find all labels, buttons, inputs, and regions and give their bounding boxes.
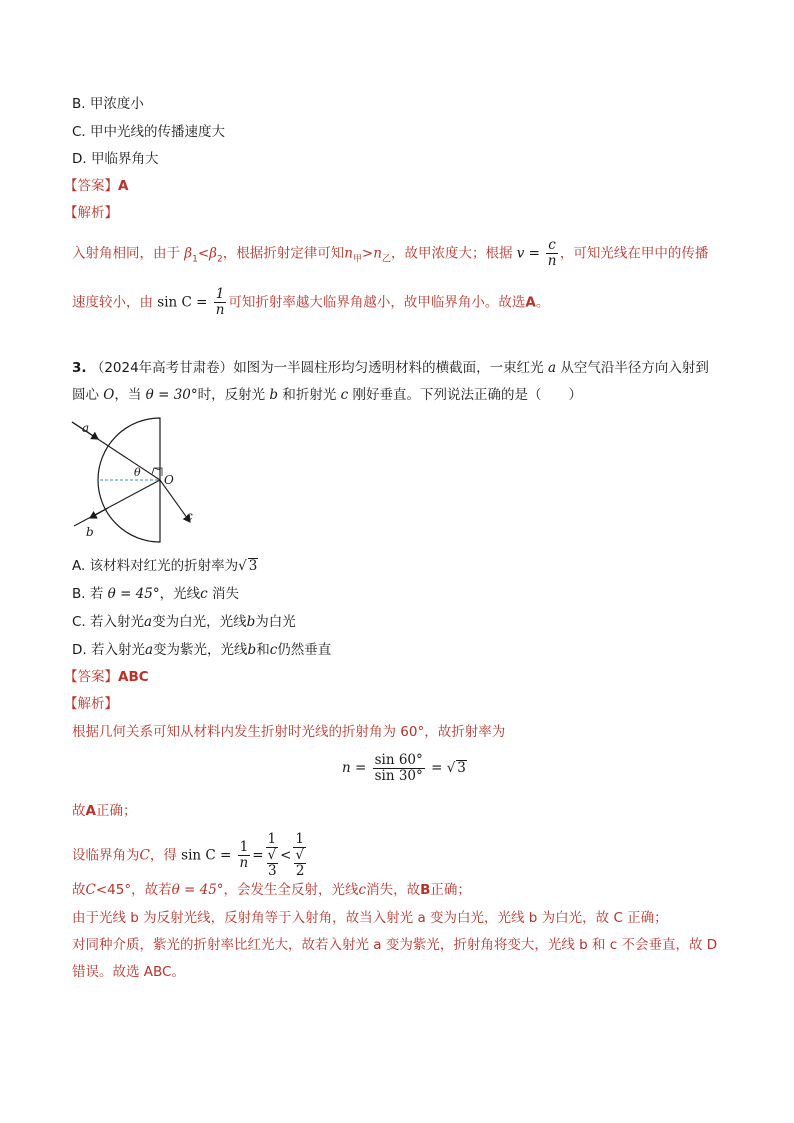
q2-option-b: B. 甲浓度小: [72, 96, 144, 112]
ray-b: [74, 480, 160, 526]
q2-option-c: C. 甲中光线的传播速度大: [72, 124, 226, 140]
q3-option-a: A. 该材料对红光的折射率为√ 3: [72, 558, 258, 574]
label-a: a: [82, 421, 90, 435]
q3-sol-line3: 设临界角为C，得 sin C = $\frac{1}{n}$ = 1 √ 3 < 1 √ 2: [72, 831, 305, 879]
q3-analysis-label: 【解析】: [64, 696, 118, 712]
q2-answer: [64, 177, 128, 195]
q3-eq1: n = $\frac{\sin 60^\circ}{\sin 30^\circ}$ = √ 3: [342, 752, 466, 784]
q3-sol-line6: 对同种介质，紫光的折射率比红光大，故若入射光 a 变为紫光，折射角将变大，光线 b 和 c 不会垂直，故 D: [72, 937, 718, 953]
label-b: b: [86, 525, 94, 539]
q3-option-b: B. 若 θ = 45°，光线c 消失: [72, 586, 239, 602]
q3-sol-line5: 由于光线 b 为反射光线，反射角等于入射角，故当入射光 a 变为白光，光线 b 为白光，故 C 正确；: [72, 910, 668, 926]
q3-option-d: D. 若入射光a变为紫光，光线b和c仍然垂直: [72, 642, 332, 658]
q2-analysis-line2: 速度较小，由 sin C = $\frac{1}{n}$ 可知折射率越大临界角越小，故甲临界角小。故选A。: [72, 286, 550, 318]
answer-label: 【答案】: [64, 178, 118, 194]
q2-analysis-label: 【解析】: [64, 205, 118, 221]
label-theta: θ: [134, 466, 141, 479]
q3-sol-line7: 错误。故选 ABC。: [72, 964, 185, 980]
q3-figure: [68, 414, 208, 546]
q3-sol-line4: 故C<45°，故若θ = 45°，会发生全反射，光线c消失，故B正确；: [72, 882, 471, 898]
q3-stem-line1: 3. （2024年高考甘肃卷）如图为一半圆柱形均匀透明材料的横截面，一束红光 a 从空气沿半径方向入射到: [72, 360, 709, 376]
q3-answer: 【答案】ABC: [64, 669, 149, 685]
q3-sol-line1: 根据几何关系可知从材料内发生折射时光线的折射角为 60°，故折射率为: [72, 724, 506, 740]
q3-stem-line2: 圆心 O，当 θ = 30°时，反射光 b 和折射光 c 刚好垂直。下列说法正确的是（ ）: [72, 387, 583, 403]
q3-option-c: C. 若入射光a变为白光，光线b为白光: [72, 614, 296, 630]
q3-sol-line2: 故A正确；: [72, 803, 137, 819]
q2-option-d: D. 甲临界角大: [72, 151, 159, 167]
label-c: c: [186, 509, 193, 523]
label-O: O: [164, 473, 174, 487]
q2-analysis-line1: 入射角相同，由于 $\beta_1<\beta_2$，根据折射定律可知$n_甲>n_乙$，故甲浓度大；根据 v = $\frac{c}{n}$ ，可知光线在甲中的传播: [72, 237, 709, 269]
answer-value: A: [118, 178, 129, 194]
